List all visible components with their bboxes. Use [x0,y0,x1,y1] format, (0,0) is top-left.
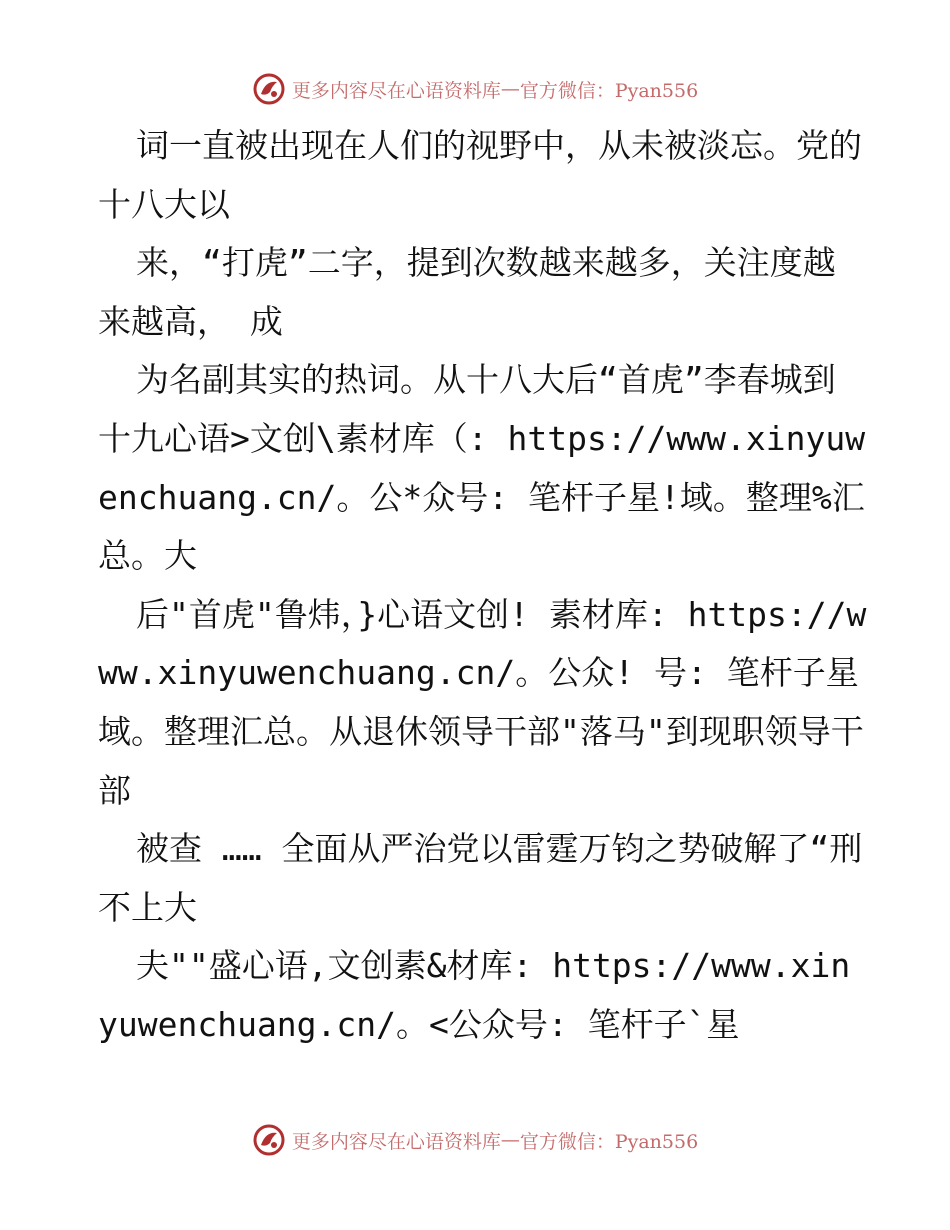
footer-separator: — [500,1129,520,1151]
paragraph-2: 来，“打虎”二字，提到次数越来越多，关注度越来越高， 成 [98,243,836,341]
brand-logo-icon [252,72,286,106]
footer-banner [0,1120,950,1160]
paragraph-4: 后"首虎"鲁炜，}心语文创! 素材库: https://www.xinyuwenchuang.cn/。公众! 号: 笔杆子星域。整理汇总。从退休领导干部"落马"到现职领导干部 [98,594,867,810]
footer-contact-text: 官方微信：Pyan556 [519,1130,699,1153]
footer-banner-content [252,1123,698,1157]
header-contact-text: 官方微信：Pyan556 [519,79,699,102]
brand-logo-icon [252,1123,286,1157]
paragraph-6: 夫""盛心语,文创素&材库: https://www.xinyuwenchuang.cn/。<公众号: 笔杆子`星 [98,946,851,1044]
header-brand-text: 更多内容尽在心语资料库 [291,79,501,102]
paragraph-1: 词一直被出现在人们的视野中，从未被淡忘。党的十八大以 [98,126,862,224]
document-body [98,117,868,1055]
paragraph-5: 被查 …… 全面从严治党以雷霆万钧之势破解了“刑不上大 [98,829,863,927]
footer-brand-text: 更多内容尽在心语资料库 [291,1130,501,1153]
paragraph-3: 为名副其实的热词。从十八大后“首虎”李春城到十九心语>文创\素材库（: https://www.xinyuwenchuang.cn/。公*众号: 笔杆子星!域。整理%汇总。大 [98,360,866,576]
header-separator: — [500,78,520,100]
header-banner [0,69,950,109]
header-banner-content [252,72,698,106]
